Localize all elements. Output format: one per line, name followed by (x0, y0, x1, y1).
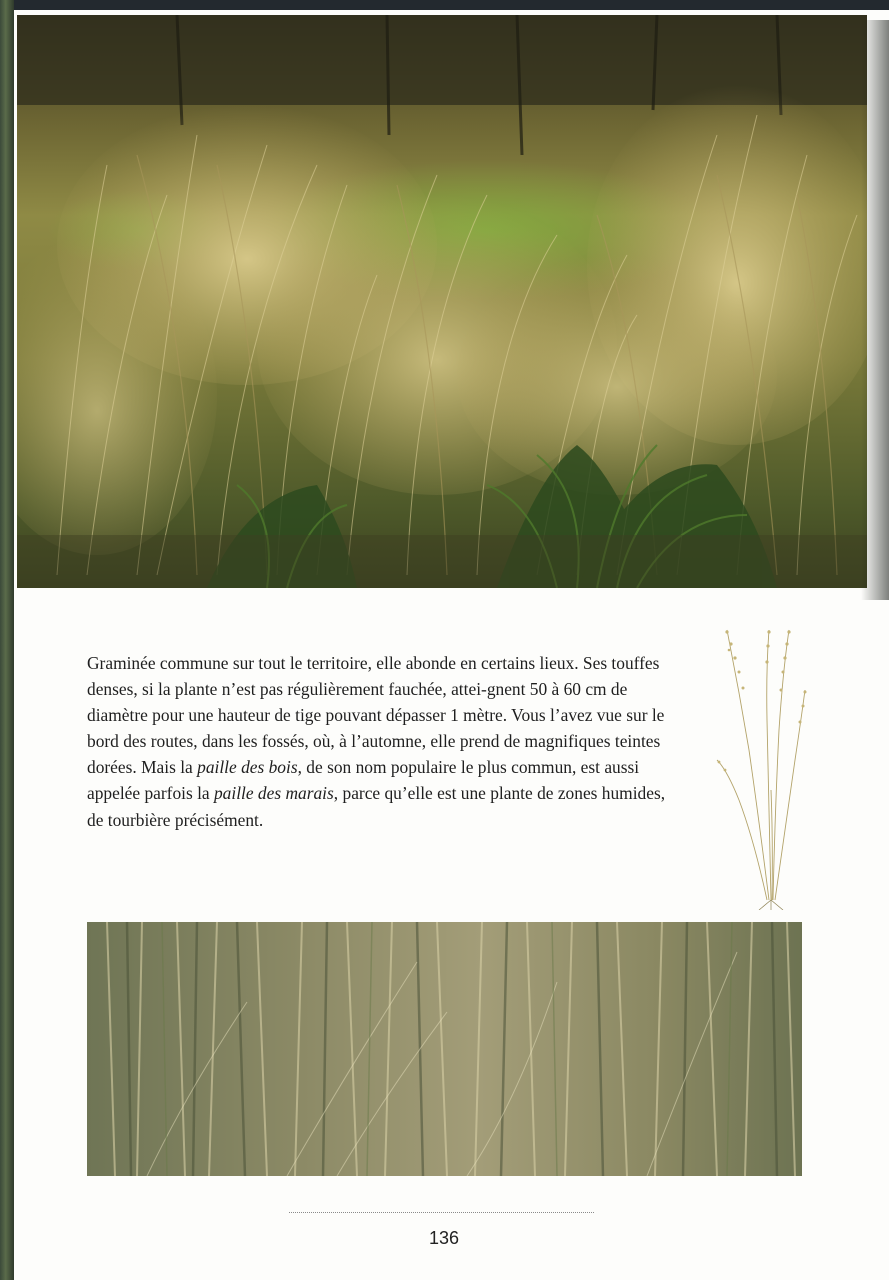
italic-term-paille-des-bois: paille des bois (197, 757, 298, 778)
paragraph-text-2: , de son nom populaire le plus commun, est aussi appelée parfois la (87, 757, 640, 804)
grass-botanical-illustration (709, 610, 809, 910)
book-page (14, 10, 889, 1280)
body-paragraph (87, 650, 682, 833)
grass-stems-closeup-photo (87, 922, 802, 1176)
footer-divider (289, 1212, 594, 1213)
page-number: 136 (428, 1228, 460, 1248)
page-curl-shadow (861, 20, 889, 600)
book-top-edge (0, 0, 889, 10)
book-spine-edge (0, 0, 14, 1280)
italic-term-paille-des-marais: paille des marais (213, 783, 334, 804)
paragraph-text-3: , parce qu’elle est une plante de zones humides, de tourbière précisément. (87, 783, 666, 830)
grass-field-photo (17, 15, 867, 588)
paragraph-text-1: Graminée commune sur tout le territoire, elle abonde en certains lieux. Ses touffes denses, si la plante n’est pas régulièrement fauchée, attei-gnent 50 à 60 cm de diamètre pour une hauteur de tige pouvant dépasser 1 mètre. Vous l’avez vue sur le bord des routes, dans les fossés, où, à l’automne, elle prend de magnifiques teintes dorées. Mais la (87, 653, 665, 778)
